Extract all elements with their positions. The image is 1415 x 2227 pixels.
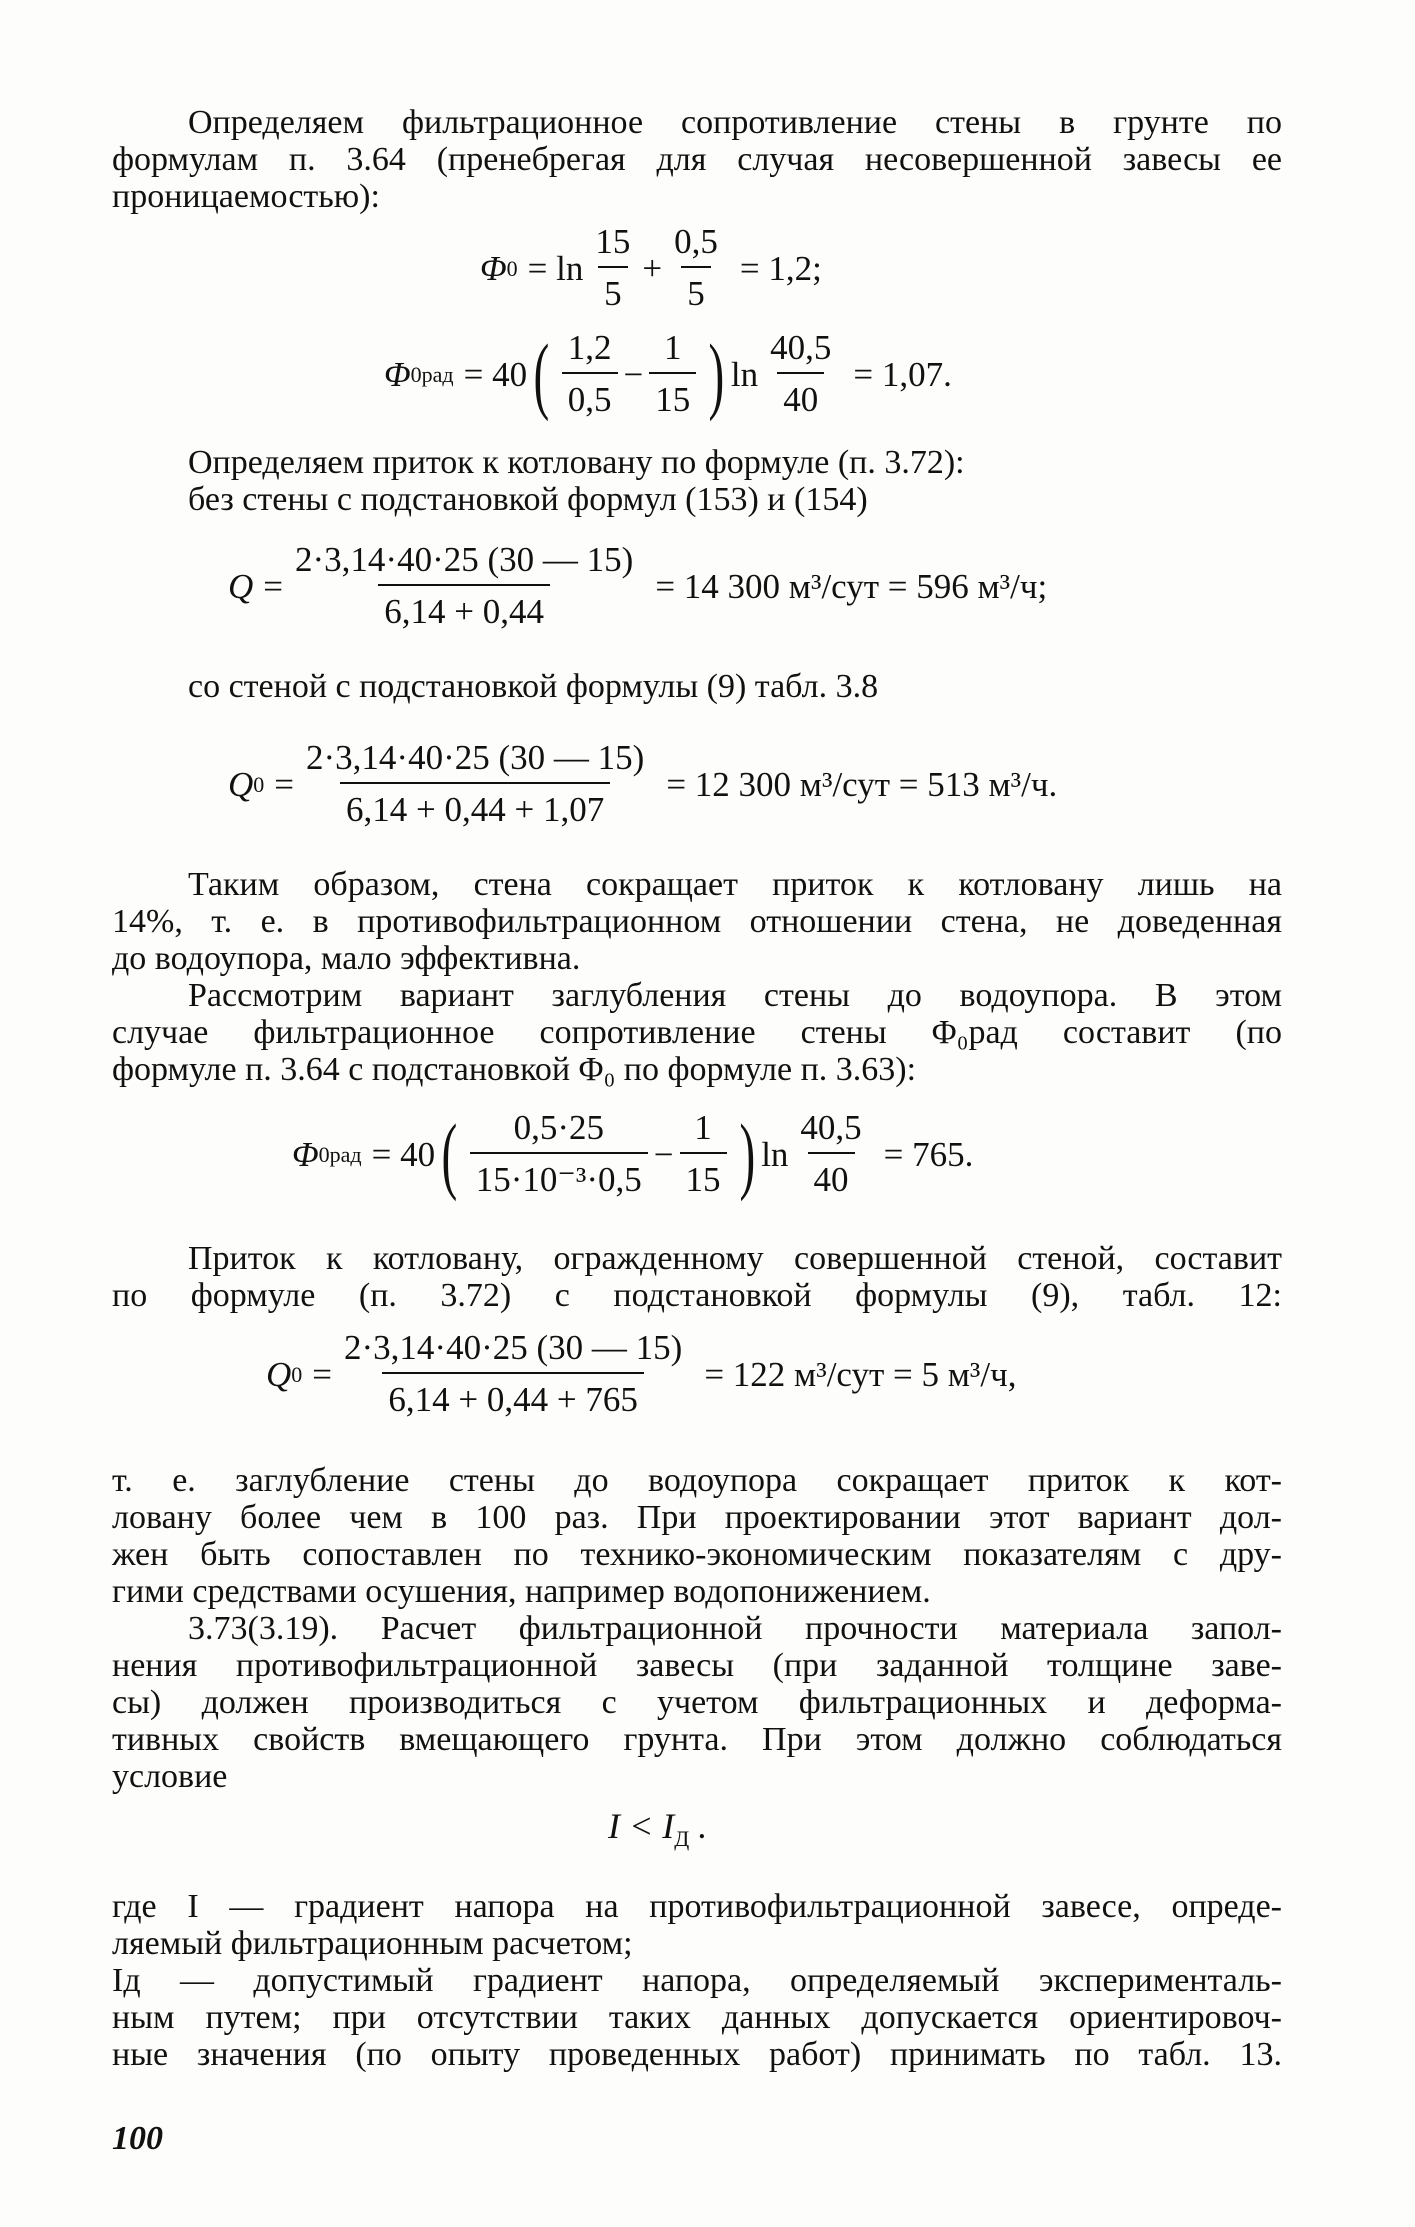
formula-symbol: Q: [228, 566, 254, 606]
formula-operator: =: [263, 566, 284, 606]
formula-symbol: Q: [228, 764, 254, 804]
formula-phi0rad-1: [384, 328, 952, 420]
page-number: 100: [112, 2120, 163, 2157]
paragraph-intro: [112, 104, 1282, 215]
formula-operator: −: [653, 1134, 674, 1174]
fraction: [589, 222, 636, 314]
condition-formula: [608, 1808, 707, 1857]
fraction: [562, 328, 618, 420]
text-line: Iд — допустимый градиент напора, определяемый эксперименталь-: [112, 1962, 1282, 1999]
paragraph-complete-wall: [112, 1240, 1282, 1314]
text-line: Приток к котловану, огражденному совершенной стеной, составит: [188, 1240, 1282, 1277]
numerator: 2·3,14·40·25 (30 — 15): [306, 738, 645, 777]
text-line: условие: [112, 1758, 228, 1795]
paragraph-with-wall: [188, 668, 878, 705]
fraction: [794, 1108, 867, 1200]
formula-phi0rad-2: [292, 1108, 973, 1200]
formula-symbol: Q: [266, 1354, 292, 1394]
paragraph-deepening: [112, 1462, 1282, 1610]
formula-q0-partial: [228, 738, 1057, 830]
formula-text: ln: [730, 354, 759, 394]
text-line: проницаемостью):: [112, 178, 380, 215]
paragraph-section-3-73: [112, 1610, 1282, 1795]
left-paren: (: [441, 1106, 458, 1202]
formula-subscript: 0рад: [318, 1141, 362, 1167]
formula-operator: +: [642, 248, 663, 288]
numerator: 2·3,14·40·25 (30 — 15): [344, 1328, 683, 1367]
numerator: 0,5: [674, 222, 718, 261]
text-line: 3.73(3.19). Расчет фильтрационной прочности материала запол-: [188, 1610, 1282, 1647]
fraction: [289, 540, 639, 632]
numerator: 40,5: [770, 328, 832, 367]
fraction: [470, 1108, 648, 1200]
denominator: 6,14 + 0,44: [378, 584, 550, 632]
left-paren: (: [533, 326, 550, 422]
formula-text: = 765.: [883, 1134, 974, 1174]
text-line: Таким образом, стена сокращает приток к котловану лишь на: [188, 866, 1282, 903]
fraction: [680, 1108, 727, 1200]
text-line: случае фильтрационное сопротивление стены Φ₀рад составит (по: [112, 1014, 1282, 1051]
text-line: формуле п. 3.64 с подстановкой Φ₀ по формуле п. 3.63):: [112, 1051, 917, 1088]
denominator: 5: [598, 266, 628, 314]
formula-q: [228, 540, 1047, 632]
denominator: 5: [681, 266, 711, 314]
numerator: 1,2: [567, 328, 612, 367]
text-line: тивных свойств вмещающего грунта. При этом должно соблюдаться: [112, 1721, 1282, 1758]
formula-subscript: 0: [506, 255, 518, 281]
fraction: [338, 1328, 688, 1420]
formula-q0-complete: [266, 1328, 1017, 1420]
text-line: где I — градиент напора на противофильтрационной завесе, опреде-: [112, 1888, 1282, 1925]
formula-text: = 12 300 м³/сут = 513 м³/ч.: [666, 764, 1058, 804]
formula-subscript: 0: [291, 1361, 303, 1387]
formula-text: = 40: [463, 354, 528, 394]
paragraph-inflow: [188, 444, 965, 518]
text-line: 14%, т. е. в противофильтрационном отношении стена, не доведенная: [112, 903, 1282, 940]
text-line: со стеной с подстановкой формулы (9) табл. 3.8: [188, 668, 879, 705]
right-paren: ): [708, 326, 725, 422]
denominator: 40: [777, 372, 824, 420]
text-line: Рассмотрим вариант заглубления стены до водоупора. В этом: [188, 977, 1282, 1014]
text-line: Определяем фильтрационное сопротивление стены в грунте по: [188, 104, 1282, 141]
text-line: сы) должен производиться с учетом фильтрационных и деформа-: [112, 1684, 1282, 1721]
text-line: жен быть сопоставлен по технико-экономическим показателям с дру-: [112, 1536, 1282, 1573]
formula-symbol: Φ: [384, 354, 411, 394]
formula-text: = 122 м³/сут = 5 м³/ч,: [704, 1354, 1017, 1394]
formula-text: = 1,2;: [739, 248, 822, 288]
formula-text: = 1,07.: [853, 354, 952, 394]
denominator: 15·10⁻³·0,5: [470, 1152, 648, 1200]
formula-text: = 14 300 м³/сут = 596 м³/ч;: [655, 566, 1048, 606]
text-line: Определяем приток к котловану по формуле (п. 3.72):: [188, 444, 965, 481]
denominator: 6,14 + 0,44 + 765: [382, 1372, 643, 1420]
text-line: гими средствами осушения, например водопонижением.: [112, 1573, 931, 1610]
denominator: 0,5: [562, 372, 618, 420]
numerator: 2·3,14·40·25 (30 — 15): [295, 540, 634, 579]
text-line: ловану более чем в 100 раз. При проектировании этот вариант дол-: [112, 1499, 1282, 1536]
numerator: 1: [664, 328, 682, 367]
fraction: [764, 328, 837, 420]
numerator: 0,5·25: [513, 1108, 604, 1147]
formula-symbol: Φ: [292, 1134, 319, 1174]
text-line: т. е. заглубление стены до водоупора сокращает приток к кот-: [112, 1462, 1282, 1499]
formula-operator: −: [623, 354, 644, 394]
text-line: ным путем; при отсутствии таких данных допускается ориентировоч-: [112, 1999, 1282, 2036]
right-paren: ): [738, 1106, 755, 1202]
formula-text: .: [689, 1806, 708, 1846]
numerator: 15: [595, 222, 631, 261]
formula-text: I < I: [608, 1806, 675, 1846]
formula-subscript: 0: [253, 771, 265, 797]
formula-symbol: Φ: [480, 248, 507, 288]
paragraph-variant: [112, 977, 1282, 1088]
formula-subscript: 0рад: [410, 361, 454, 387]
formula-operator: =: [274, 764, 295, 804]
numerator: 1: [694, 1108, 712, 1147]
text-line: ляемый фильтрационным расчетом;: [112, 1925, 633, 1962]
denominator: 15: [680, 1152, 727, 1200]
fraction: [668, 222, 724, 314]
denominator: 15: [649, 372, 696, 420]
numerator: 40,5: [800, 1108, 862, 1147]
text-line: ные значения (по опыту проведенных работ) принимать по табл. 13.: [112, 2036, 1282, 2073]
text-line: формулам п. 3.64 (пренебрегая для случая несовершенной завесы ее: [112, 141, 1282, 178]
text-line: по формуле (п. 3.72) с подстановкой формулы (9), табл. 12:: [112, 1277, 1282, 1314]
fraction: [300, 738, 650, 830]
paragraph-definitions: [112, 1888, 1282, 2073]
formula-subscript: Д: [674, 1826, 690, 1851]
denominator: 6,14 + 0,44 + 1,07: [340, 782, 610, 830]
denominator: 40: [808, 1152, 855, 1200]
paragraph-conclusion: [112, 866, 1282, 977]
formula-operator: =: [312, 1354, 333, 1394]
formula-phi0: [480, 222, 822, 314]
text-line: без стены с подстановкой формул (153) и (154): [188, 481, 868, 518]
formula-text: ln: [761, 1134, 789, 1174]
formula-text: = 40: [371, 1134, 436, 1174]
fraction: [649, 328, 696, 420]
text-line: до водоупора, мало эффективна.: [112, 940, 581, 977]
text-line: нения противофильтрационной завесы (при заданной толщине заве-: [112, 1647, 1282, 1684]
formula-text: = ln: [527, 248, 584, 288]
